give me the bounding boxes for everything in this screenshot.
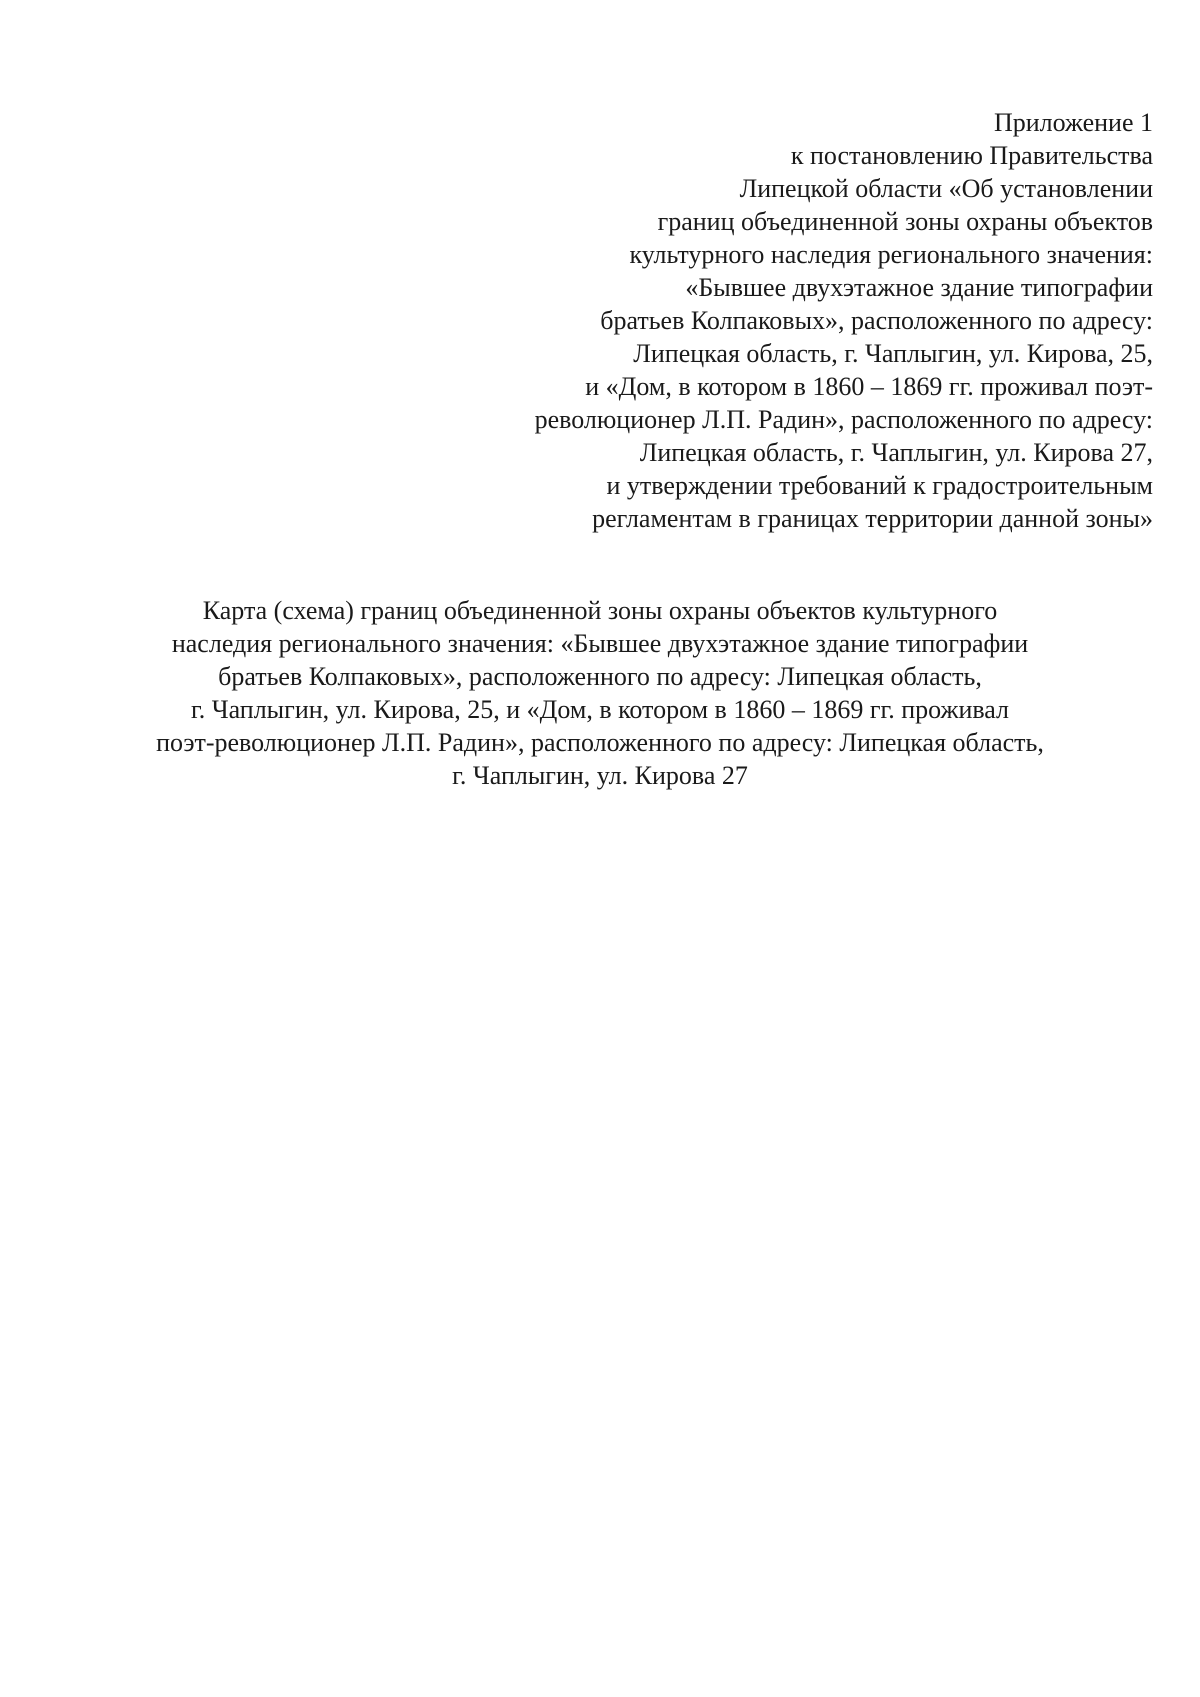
appendix-header [393,106,1153,535]
appendix-header-line: революционер Л.П. Радин», расположенного по адресу: [534,405,1153,434]
appendix-header-line: Липецкой области «Об установлении [739,174,1153,203]
appendix-header-line: «Бывшее двухэтажное здание типографии [685,273,1153,302]
appendix-header-line: братьев Колпаковых», расположенного по адресу: [600,306,1153,335]
appendix-header-line: и утверждении требований к градостроительным [606,471,1153,500]
map-title-line: поэт-революционер Л.П. Радин», расположенного по адресу: Липецкая область, [156,728,1044,757]
appendix-header-line: регламентам в границах территории данной зоны» [592,504,1153,533]
appendix-header-line: Липецкая область, г. Чаплыгин, ул. Кирова, 25, [633,339,1153,368]
map-title-line: Карта (схема) границ объединенной зоны охраны объектов культурного [202,596,998,625]
appendix-header-line: Липецкая область, г. Чаплыгин, ул. Кирова 27, [639,438,1153,467]
map-title-line: г. Чаплыгин, ул. Кирова 27 [452,761,748,790]
map-title-line: наследия регионального значения: «Бывшее двухэтажное здание типографии [171,629,1029,658]
map-title [0,594,1200,792]
map-title-line: г. Чаплыгин, ул. Кирова, 25, и «Дом, в котором в 1860 – 1869 гг. проживал [190,695,1010,724]
appendix-header-line: культурного наследия регионального значения: [629,240,1153,269]
appendix-header-line: и «Дом, в котором в 1860 – 1869 гг. проживал поэт- [585,372,1153,401]
appendix-header-line: Приложение 1 [993,108,1153,137]
appendix-header-line: к постановлению Правительства [790,141,1153,170]
map-title-line: братьев Колпаковых», расположенного по адресу: Липецкая область, [218,662,982,691]
appendix-header-line: границ объединенной зоны охраны объектов [657,207,1153,236]
